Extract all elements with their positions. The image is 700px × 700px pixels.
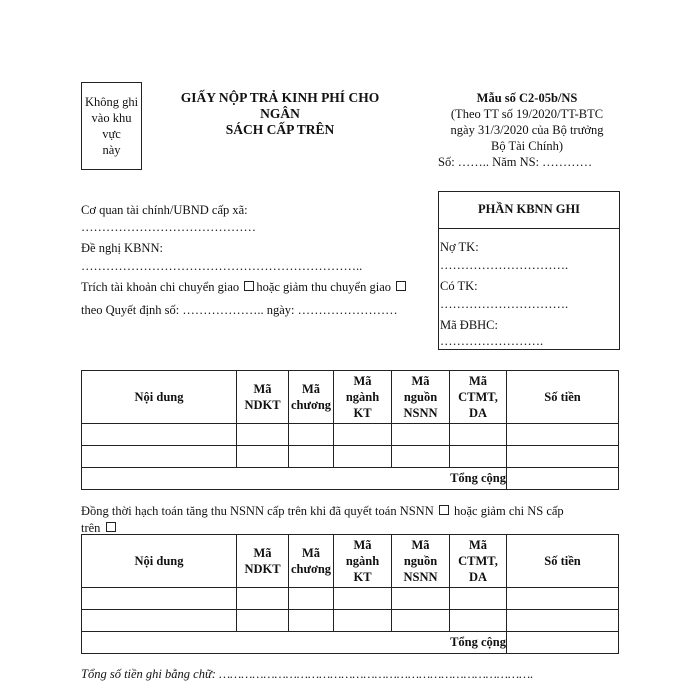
total-label: Tổng cộng — [82, 632, 507, 654]
treasury-heading: PHẦN KBNN GHI — [439, 192, 619, 229]
document-number-line: Số: …….. Năm NS: ………… — [438, 155, 593, 169]
reserved-line-2: vào khu vực — [91, 111, 132, 141]
simultaneous-text-b: hoặc giảm chi NS cấp — [453, 504, 564, 518]
form-code-block — [427, 90, 627, 170]
col-chuong: Mã chương — [289, 535, 334, 588]
col-ctmt: Mã CTMT, DA — [450, 371, 507, 424]
amount-in-words-label: Tổng số tiền ghi bằng chữ: — [81, 667, 216, 681]
table-row — [82, 588, 619, 610]
finance-agency-label: Cơ quan tài chính/UBND cấp xã: — [81, 203, 248, 217]
amount-in-words-line[interactable] — [81, 666, 533, 682]
request-label: Đề nghị KBNN: — [81, 241, 163, 255]
col-amount: Số tiền — [507, 535, 619, 588]
total-amount-cell[interactable] — [507, 632, 619, 654]
col-ndkt: Mã NDKT — [237, 371, 289, 424]
transfer-text-a: Trích tài khoản chi chuyển giao — [81, 280, 240, 294]
simultaneous-text-c: trên — [81, 521, 101, 535]
total-amount-cell[interactable] — [507, 468, 619, 490]
table-header-row — [82, 371, 619, 424]
form-code: Mẫu số C2-05b/NS — [476, 91, 578, 105]
transfer-table — [81, 370, 619, 490]
dbhc-code-field[interactable]: ……………………. — [440, 334, 544, 348]
form-reference-3: Bộ Tài Chính) — [491, 139, 563, 153]
table-row — [82, 446, 619, 468]
table-row — [82, 610, 619, 632]
col-ctmt: Mã CTMT, DA — [450, 535, 507, 588]
col-content: Nội dung — [82, 535, 237, 588]
col-amount: Số tiền — [507, 371, 619, 424]
form-reference-1: (Theo TT số 19/2020/TT-BTC — [450, 107, 604, 121]
reduce-revenue-checkbox[interactable] — [396, 281, 406, 291]
col-nganh: Mã ngành KT — [334, 371, 392, 424]
col-nguon: Mã nguồn NSNN — [392, 535, 450, 588]
simultaneous-text-a: Đồng thời hạch toán tăng thu NSNN cấp trên khi đã quyết toán NSNN — [81, 504, 434, 518]
accounting-table — [81, 534, 619, 654]
reduce-spending-checkbox[interactable] — [106, 522, 116, 532]
treasury-section — [438, 191, 620, 350]
table-header-row — [82, 535, 619, 588]
request-field[interactable]: ………………………………………………………….. — [81, 259, 363, 273]
transfer-text-b: hoặc giảm thu chuyển giao — [256, 280, 391, 294]
total-label: Tổng cộng — [82, 468, 507, 490]
col-content: Nội dung — [82, 371, 237, 424]
debit-account-field[interactable]: …………………………. — [440, 258, 569, 272]
amount-in-words-field[interactable]: …………………………………………………………………………. — [219, 667, 534, 681]
increase-revenue-checkbox[interactable] — [439, 505, 449, 515]
col-nganh: Mã ngành KT — [334, 535, 392, 588]
simultaneous-line — [81, 503, 564, 519]
document-title — [165, 90, 395, 138]
transfer-checkbox[interactable] — [244, 281, 254, 291]
credit-account-field[interactable]: …………………………. — [440, 297, 569, 311]
col-chuong: Mã chương — [289, 371, 334, 424]
title-line-2: SÁCH CẤP TRÊN — [225, 122, 335, 137]
col-nguon: Mã nguồn NSNN — [392, 371, 450, 424]
form-reference-2: ngày 31/3/2020 của Bộ trưởng — [450, 123, 604, 137]
col-ndkt: Mã NDKT — [237, 535, 289, 588]
reserved-line-3: này — [102, 143, 121, 157]
debit-account-label: Nợ TK: — [440, 240, 479, 254]
reserved-area-box — [81, 82, 142, 170]
transfer-line — [81, 279, 408, 295]
finance-agency-field[interactable]: …………………………………… — [81, 220, 256, 234]
table-row — [82, 424, 619, 446]
decision-line[interactable]: theo Quyết định số: ……………….. ngày: …………………… — [81, 303, 398, 317]
total-row — [82, 632, 619, 654]
reserved-line-1: Không ghi — [84, 95, 139, 109]
total-row — [82, 468, 619, 490]
title-line-1: GIẤY NỘP TRẢ KINH PHÍ CHO NGÂN — [180, 90, 380, 121]
dbhc-code-label: Mã ĐBHC: — [440, 318, 498, 332]
credit-account-label: Có TK: — [440, 279, 478, 293]
